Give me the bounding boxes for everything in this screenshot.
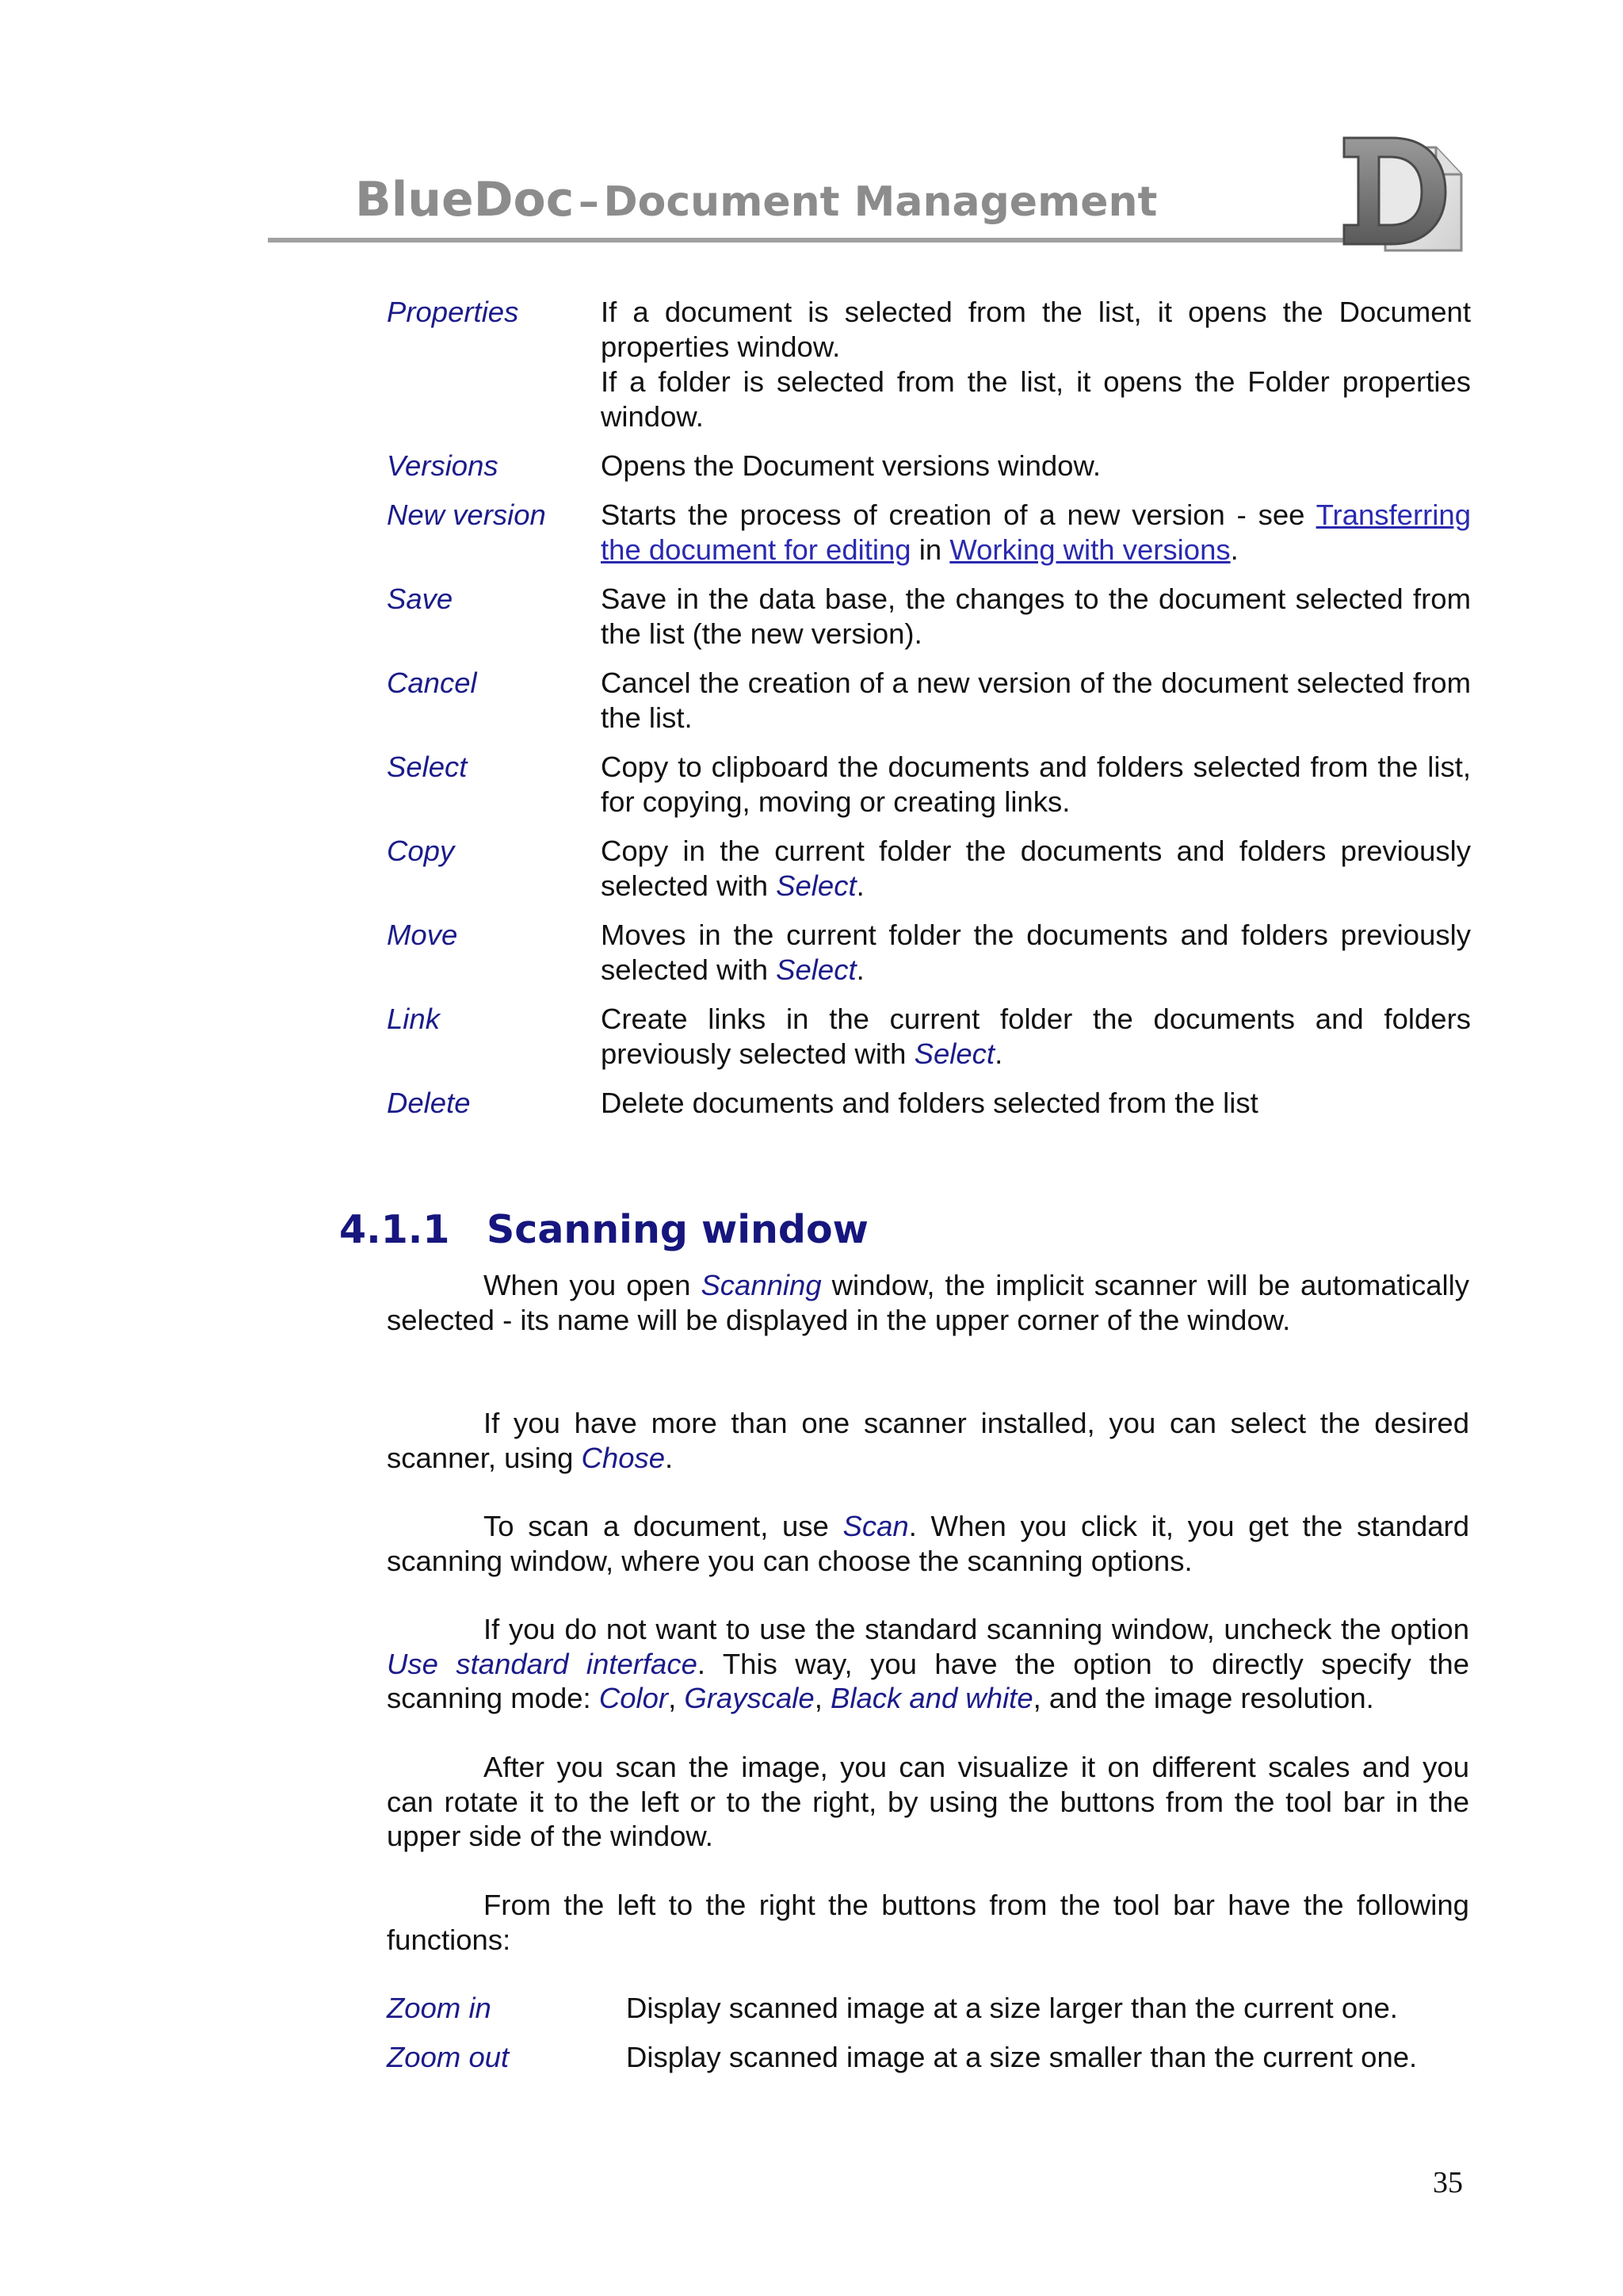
paragraph-text: If you do not want to use the standard scanning window, uncheck the option <box>483 1613 1469 1645</box>
description-text: . <box>995 1037 1003 1070</box>
header-separator: – <box>578 178 599 226</box>
paragraph-text: To scan a document, use <box>483 1510 843 1542</box>
description-line: If a document is selected from the list, it opens the Document properties window. <box>601 296 1471 363</box>
term-move: Move <box>387 919 458 951</box>
reference-color: Color <box>598 1682 669 1714</box>
description-select: Copy to clipboard the documents and folders selected from the list, for copying, moving or creating links. <box>601 751 1471 818</box>
term-copy: Copy <box>387 835 455 867</box>
paragraph-text: , and the image resolution. <box>1033 1682 1374 1714</box>
link-transferring-the-document-for-editing[interactable]: Transferring the document for editing <box>601 499 1471 566</box>
term-cancel: Cancel <box>387 667 477 699</box>
description-save: Save in the data base, the changes to the document selected from the list (the new version). <box>601 583 1471 650</box>
description-zoom-out: Display scanned image at a size smaller than the current one. <box>626 2041 1418 2073</box>
paragraph-standard-interface <box>387 1612 1469 1716</box>
header-subtitle: Document Management <box>603 178 1158 226</box>
term-new-version: New version <box>387 499 546 531</box>
description-copy <box>601 834 1471 904</box>
paragraph-toolbar-intro: From the left to the right the buttons from the tool bar have the following functions: <box>387 1889 1469 1956</box>
link-working-with-versions[interactable]: Working with versions <box>949 533 1231 566</box>
term-versions: Versions <box>387 449 498 482</box>
page-number: 35 <box>1433 2166 1463 2199</box>
term-properties: Properties <box>387 296 519 328</box>
description-properties <box>601 295 1471 434</box>
paragraph-text: . When you click it, you get the standard scanning window, where you can choose the scanning options. <box>387 1510 1469 1577</box>
brand-name: BlueDoc <box>355 172 575 227</box>
paragraph-text: When you open <box>483 1269 701 1301</box>
reference-chose: Chose <box>581 1441 666 1474</box>
description-text: in <box>911 533 950 566</box>
paragraph-scan-document <box>387 1509 1469 1578</box>
paragraph-text: If you have more than one scanner installed, you can select the desired scanner, using <box>387 1407 1469 1474</box>
reference-black-and-white: Black and white <box>830 1682 1033 1714</box>
term-zoom-out: Zoom out <box>387 2041 510 2073</box>
reference-scan: Scan <box>842 1510 909 1542</box>
paragraph-text: . <box>665 1441 674 1474</box>
description-link <box>601 1002 1471 1072</box>
reference-select: Select <box>776 953 857 986</box>
description-text: . <box>856 953 865 986</box>
term-select: Select <box>387 751 468 783</box>
header-rule <box>268 238 1371 243</box>
paragraph-scanning-intro <box>387 1268 1469 1337</box>
term-zoom-in: Zoom in <box>387 1992 491 2024</box>
description-text: . <box>1230 533 1239 566</box>
section-heading <box>339 1206 869 1254</box>
paragraph-text: , <box>814 1682 831 1714</box>
description-line: If a folder is selected from the list, it opens the Folder properties window. <box>601 365 1471 433</box>
reference-select: Select <box>914 1037 995 1070</box>
term-save: Save <box>387 583 453 615</box>
page-header-title <box>355 172 1158 227</box>
paragraph-text: window, the implicit scanner will be automatically selected - its name will be displayed in the upper corner of the window. <box>387 1269 1469 1336</box>
description-new-version <box>601 498 1471 567</box>
paragraph-chose-scanner <box>387 1406 1469 1475</box>
description-text: Moves in the current folder the documents and folders previously selected with <box>601 919 1471 986</box>
description-delete: Delete documents and folders selected from the list <box>601 1087 1258 1119</box>
description-text: . <box>856 869 865 902</box>
description-versions: Opens the Document versions window. <box>601 449 1101 482</box>
description-zoom-in: Display scanned image at a size larger than the current one. <box>626 1992 1398 2024</box>
paragraph-text: . This way, you have the option to directly specify the scanning mode: <box>387 1647 1470 1714</box>
paragraph-text: , <box>668 1682 685 1714</box>
reference-select: Select <box>776 869 857 902</box>
description-move <box>601 918 1471 988</box>
description-text: Create links in the current folder the documents and folders previously selected with <box>601 1003 1471 1070</box>
description-text: Starts the process of creation of a new version - see <box>601 499 1316 531</box>
reference-grayscale: Grayscale <box>684 1682 815 1714</box>
reference-scanning: Scanning <box>701 1269 822 1301</box>
description-cancel: Cancel the creation of a new version of the document selected from the list. <box>601 667 1471 734</box>
section-number: 4.1.1 <box>339 1207 450 1252</box>
term-link: Link <box>387 1003 440 1035</box>
section-title: Scanning window <box>487 1207 869 1252</box>
description-text: Copy in the current folder the documents and folders previously selected with <box>601 835 1471 902</box>
reference-use-standard-interface: Use standard interface <box>387 1647 697 1680</box>
paragraph-visualize-image: After you scan the image, you can visualize it on different scales and you can rotate it to the left or to the right, by using the buttons from the tool bar in the upper side of the window. <box>387 1751 1469 1852</box>
bluedoc-d-logo-icon <box>1339 133 1466 254</box>
term-delete: Delete <box>387 1087 471 1119</box>
